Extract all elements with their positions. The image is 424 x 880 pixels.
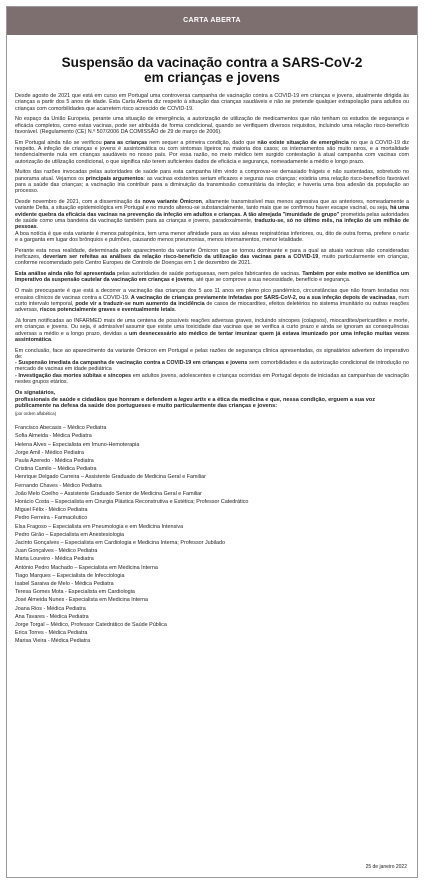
signatories-list	[15, 424, 409, 645]
signatory: Francisco Abecasis – Médico Pediatra	[15, 425, 107, 432]
signatory: Elsa Fragoso – Especialista em Pneumologia e em Medicina Intensiva	[15, 523, 184, 530]
signatory: António Pedro Machado – Especialista em Medicina Interna	[15, 564, 158, 571]
signatory: Ana Tavares - Médica Pediatra	[15, 613, 89, 620]
page-title	[7, 55, 417, 85]
signatory: Jacinto Gonçalves – Especialista em Cardiologia e Medicina Interna; Professor Jubilado	[15, 540, 226, 547]
letter-date: 25 de janeiro 2022	[365, 864, 407, 870]
letter-frame	[6, 6, 418, 878]
signatory: Marta Loureiro - Médica Pediatra	[15, 556, 94, 563]
paragraph-10: Já foram notificadas ao INFARMED mais de uma centena de possíveis reações adversas graves, incluindo síncopes (colapsos), miocardites/pericardites e morte, em crianças e jovens. Ou seja, é admissível assumir que existe uma toxicidade das vacinas que se verifica a curto prazo e ainda se ignoram as consequências adversas a médio e a longo prazo, devidas a um desnecessário ato médico de tentar imunizar quem já estava imunizado por uma infeção muitas vezes assintomática.	[15, 317, 409, 343]
paragraph-9: O mais preocupante é que está a decorrer a vacinação das crianças dos 5 aos 11 anos em pleno pico pandémico, circunstâncias que não foram testadas nos ensaios clínicos de vacinas contra a COVID-19. A vacinação de crianças previamente infetadas por SARS-CoV-2, ou a sua infeção depois de vacinadas, num curto intervalo temporal, pode vir a traduzir-se num aumento da incidência de casos de miocardites, efeitos deletérios no sistema imunitário ou outras reações adversas, riscos potencialmente graves e eventualmente letais.	[15, 288, 410, 314]
signatory: Marisa Vieira - Médica Pediatra	[15, 638, 91, 645]
title-line-2: em crianças e jovens	[144, 70, 280, 85]
signatory: José Almeida Nunes - Especialista em Medicina Interna	[15, 597, 149, 604]
signatory: Horácio Costa – Especialista em Cirurgia Plástica Reconstrutiva e Estética; Professor Catedrático	[15, 499, 249, 505]
signatory: Pedro Girão – Especialista em Anestesiologia	[15, 531, 125, 538]
paragraph-4: Muitos das razões invocadas pelas autoridades de saúde para esta campanha têm vindo a comprovar-se demasiado frágeis e não sustentadas, sobretudo no panorama atual. Vejamos os principais argumentos: as vacinas existentes seriam eficazes e seguras nas crianças; existiria uma relação risco-benefício favorável para a saúde das crianças; a vacinação iria contribuir para a diminuição da transmissão comunitária da infeção; e haveria uma boa adesão da população ao processo.	[15, 169, 410, 195]
header-banner	[7, 7, 417, 35]
signatory: Pedro Ferreira - Farmacêutico	[15, 515, 88, 522]
signatory: Isabel Saraiva de Melo - Médica Pediatra	[15, 581, 114, 588]
signatory: Fernando Chaves - Médico Pediatra	[15, 482, 102, 489]
signatory: Henrique Delgado Carreira – Assistente Graduado de Medicina Geral e Familiar	[15, 474, 206, 481]
signatory: Paula Azeredo - Médica Pediatra	[15, 457, 94, 464]
signatory: Jorge Amil - Médico Pediatra	[15, 449, 84, 456]
signatory: Joana Rios - Médica Pediatra	[15, 605, 86, 612]
letter-body	[15, 93, 409, 646]
signatory: Sofia Almeida - Médica Pediatra	[15, 433, 92, 440]
signatory: Juan Gonçalves - Médico Pediatra	[15, 548, 98, 555]
paragraph-8: Esta análise ainda não foi apresentada pelas autoridades de saúde portuguesas, nem pelos fabricantes de vacinas. Também por este motivo se identifica um imperativo da suspensão cautelar da vacinação em crianças e jovens, até que se comprove a sua necessidade, benefício e segurança.	[15, 271, 409, 284]
paragraph-6: A boa notícia é que esta variante é menos patogénica, tem uma menor afinidade para as vias aéreas respiratórias inferiores, ou, dito de outra forma, prefere o nariz e a garganta em lugar dos brônquios e pulmões, causando menos pneumonias, menos internamentos, menor letalidade.	[15, 230, 409, 243]
signatory: Teresa Gomes Mota - Especialista em Cardiologia	[15, 589, 135, 596]
paragraph-2: No espaço da União Europeia, perante uma situação de emergência, a autorização de utilização de medicamentos que não tenham os estudos de segurança e eficácia completos, como estas vacinas, pode ser atribuída de forma condicional, quando se verifiquem diversos requisitos, incluindo uma relação risco-benefício favorável. (Regulamento (CE) N.º 507/2006 DA COMISSÃO de 29 de março de 2006).	[15, 116, 409, 135]
signatories-heading: Os signatários, profissionais de saúde e cidadãos que honram e defendem a leges artis e a ética da medicina e que, nessa condição, erguem a sua voz publicamente na defesa da saúde dos portugueses e muito particularmente das crianças e jovens:	[15, 390, 376, 410]
paragraph-3: Em Portugal ainda não se verificou para as crianças nem sequer a primeira condição, dado que não existe situação de emergência no que à COVID-19 diz respeito. A infeção de crianças e jovens é assintomática ou com sintomas ligeiros na maioria dos casos; os internamentos são muito raros, e a mortalidade tendencialmente nula em crianças saudáveis no nosso país. Por essa razão, no meio médico tem surgido contestação à atual campanha com vacinas com autorização de utilização condicional, o que significa não terem suficientes dados de eficácia e segurança, nomeadamente a médio e longo prazo.	[15, 139, 409, 165]
signatory: João Melo Coelho – Assistente Graduado Senior de Medicina Geral e Familiar	[15, 490, 202, 497]
signatory: Tiago Marques – Especialista de Infecciologia	[15, 572, 125, 579]
banner-label: CARTA ABERTA	[183, 17, 241, 24]
signatory: Erica Torres - Médica Pediatra	[15, 630, 88, 637]
paragraph-7: Perante esta nova realidade, determinada pelo aparecimento da variante Ómicron que se tornou dominante e para a qual as atuais vacinas são consideradas ineficazes, deveriam ser refeitas as análises da relação risco-benefício da utilização das vacinas para a COVID-19, muito particularmente em crianças, conforme recomendado pelo Centro Europeu de Controlo de Doenças em 1 de dezembro de 2021.	[15, 247, 410, 267]
title-line-1: Suspensão da vacinação contra a SARS-CoV-2	[61, 55, 363, 70]
conclusion: Em conclusão, face ao aparecimento da variante Ómicron em Portugal e pelas razões de segurança clínica apresentadas, os signatários advertem do imperativo de: - Suspensão imediata da campanha de vacinação contra a COVID-19 em crianças e jovens sem comorbilidades e da autorização condicional de introdução no mercado de vacinas em idade pediátrica - Investigação das mortes súbitas e síncopes em adultos jovens, adolescentes e crianças ocorridas em Portugal depois de iniciadas as campanhas de vacinação nestes grupos etários.	[15, 347, 410, 386]
signatory: Jorge Torgal – Médico, Professor Catedrático de Saúde Pública	[15, 622, 167, 629]
signatory: Cristina Camilo – Médica Pediatra	[15, 466, 97, 473]
paragraph-1: Desde agosto de 2021 que está em curso em Portugal uma controversa campanha de vacinação contra a COVID-19 em crianças e jovens, atualmente dirigida às crianças a partir dos 5 anos de idade. Esta Carta Aberta diz respeito à situação das crianças saudáveis e não se pretende qualquer extrapolação para adultos ou crianças com comorbilidades que acarretem risco acrescido de COVID-19.	[15, 93, 409, 112]
paragraph-5: Desde novembro de 2021, com a disseminação da nova variante Ómicron, altamente transmissível mas menos agressiva que as anteriores, nomeadamente a variante Delta, a situação epidemiológica em Portugal e no mundo alterou-se substancialmente, tanto mais que se confirmou haver escape vacinal, ou seja, há uma evidente quebra da eficácia das vacinas na prevenção da infeção em adultos e crianças. A tão almejada "imunidade de grupo" prometida pelas autoridades de saúde como uma bandeira da vacinação também para as crianças e jovens, paradoxalmente, traduziu-se, só no último mês, na infeção de um milhão de pessoas.	[15, 199, 410, 231]
signatory: Helena Alves – Especialista em Imuno-Hemoterapia	[15, 441, 140, 448]
conclusion-intro: Em conclusão, face ao aparecimento da variante Ómicron em Portugal e pelas razões de segurança clínica apresentadas, os signatários advertem do imperativo de:	[15, 347, 409, 360]
signatories-order-note: (por ordem alfabética)	[15, 410, 56, 416]
signatory: Miguel Félix - Médico Pediatra	[15, 507, 88, 514]
